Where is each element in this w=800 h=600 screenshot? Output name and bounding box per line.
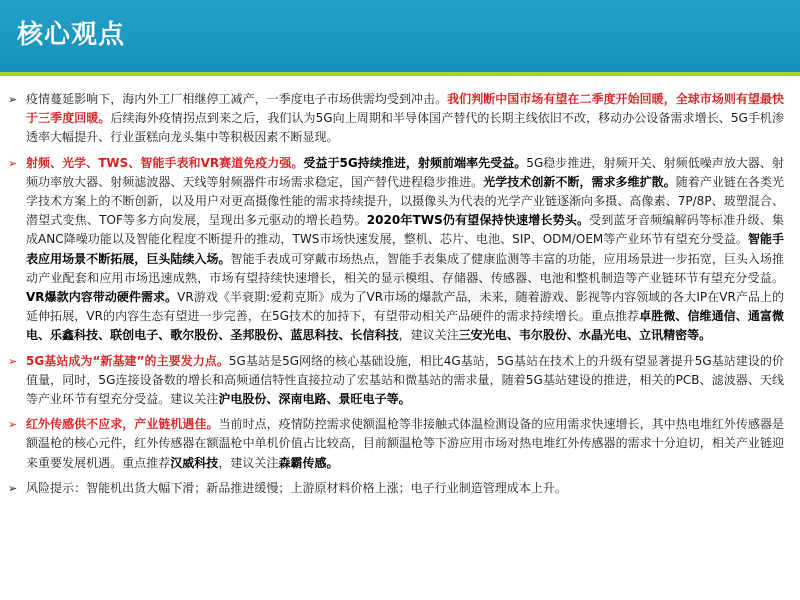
text-segment: 随着产业链在各类光学技术方案上的不断创新，以及用户对更高摄像性能的需求持续提升，以摄像头为代表的光学产业链逐渐向多摄、高像素、7P/8P、玻塑混合、潜望式变焦、TOF等多方向发展，呈现出多元驱动的增长趋势。 bbox=[26, 174, 785, 228]
arrow-marker-icon: ➢ bbox=[8, 354, 18, 368]
page-title: 核心观点 bbox=[17, 20, 126, 50]
bullet-text bbox=[26, 90, 784, 148]
text-segment: 智能手表成可穿戴市场热点，智能手表集成了健康监测等丰富的功能，应用场景进一步拓宽，巨头入场推动产业配套和应用市场迅速成熟，市场有望持续快速增长，相关的显示模组、存储器、传感器、电池和整机制造等产业链环节有望充分受益。 bbox=[26, 251, 784, 285]
bullet-text bbox=[26, 479, 784, 498]
text-segment: 风险提示：智能机出货大幅下滑；新品推进缓慢；上游原材料价格上涨；电子行业制造管理成本上升。 bbox=[26, 480, 567, 495]
highlight-text-segment: 射频、光学、TWS、智能手表和VR赛道免疫力强。 bbox=[26, 155, 304, 170]
bold-text-segment: 汉威科技 bbox=[170, 455, 219, 470]
bullet-text bbox=[26, 415, 784, 473]
bold-text-segment: 光学技术创新不断，需求多维扩散。 bbox=[483, 174, 676, 189]
highlight-text-segment: 我们判断中国市场有望在二季度开始回暖，全球市场则有望最快于三季度回暖。 bbox=[26, 92, 785, 126]
text-segment: 疫情蔓延影响下，海内外工厂相继停工减产，一季度电子市场供需均受到冲击。 bbox=[26, 92, 448, 106]
arrow-marker-icon: ➢ bbox=[8, 418, 18, 432]
text-segment: 受到蓝牙音频编解码等标准升级、集成ANC降噪功能以及智能化程度不断提升的推动，TWS市场快速发展，整机、芯片、电池、SIP、ODM/OEM等产业环节有望充分受益。 bbox=[26, 213, 784, 247]
text-segment: 后续海外疫情拐点到来之后，我们认为5G向上周期和半导体国产替代的长期主线依旧不改，移动办公设备需求增长、5G手机渗透率大幅提升、行业蛋糕向龙头集中等积极因素不断显现。 bbox=[26, 111, 784, 145]
header-bar bbox=[0, 0, 800, 72]
arrow-marker-icon: ➢ bbox=[8, 93, 18, 106]
bold-text-segment: 2020年TWS仍有望保持快速增长势头。 bbox=[366, 213, 590, 228]
bold-text-segment: 卓胜微、信维通信、通富微电、乐鑫科技、联创电子、歌尔股份、圣邦股份、蓝思科技、长信科技 bbox=[26, 309, 784, 343]
arrow-marker-icon: ➢ bbox=[8, 156, 18, 170]
bold-text-segment: 智能手表应用场景不断拓展，巨头陆续入场。 bbox=[26, 232, 785, 266]
bold-text-segment: 受益于5G持续推进，射频前端率先受益。 bbox=[303, 155, 527, 170]
bullet-5g-base-station bbox=[8, 352, 784, 410]
highlight-text-segment: 红外传感供不应求，产业链机遇佳。 bbox=[26, 417, 219, 432]
header-accent-line bbox=[0, 72, 800, 76]
bullet-text bbox=[26, 154, 784, 346]
highlight-text-segment: 5G基站成为“新基建”的主要发力点。 bbox=[26, 353, 229, 368]
text-segment: 当前时点，疫情防控需求使额温枪等非接触式体温检测设备的应用需求快速增长，其中热电堆红外传感器是额温枪的核心元件，红外传感器在额温枪中单机价值占比较高，目前额温枪等下游应用市场对热电堆红外传感器的需求十分迫切，相关产业链迎来重要发展机遇。重点推荐 bbox=[26, 417, 784, 470]
bullet-infrared-sensor bbox=[8, 415, 784, 473]
text-segment: ，建议关注 bbox=[218, 455, 279, 470]
bullet-text bbox=[26, 352, 784, 410]
text-segment: 5G稳步推进，射频开关、射频低噪声放大器、射频功率放大器、射频滤波器、天线等射频器件市场需求稳定，国产替代进程稳步推进。 bbox=[26, 155, 784, 189]
text-segment: VR游戏《半衰期:爱莉克斯》成为了VR市场的爆款产品，未来，随着游戏、影视等内容领域的各大IP在VR产品上的延伸拓展，VR的内容生态有望进一步完善，在5G技术的加持下，有望带动相关产品硬件的需求持续增长。重点推荐 bbox=[26, 290, 784, 324]
bullet-market-outlook bbox=[8, 90, 784, 148]
bold-text-segment: 森霸传感。 bbox=[278, 455, 339, 470]
arrow-marker-icon: ➢ bbox=[8, 481, 18, 495]
bold-text-segment: VR爆款内容带动硬件需求。 bbox=[26, 290, 178, 305]
bullet-resilient-sectors bbox=[8, 154, 784, 346]
bold-text-segment: 沪电股份、深南电路、景旺电子等。 bbox=[218, 392, 411, 407]
bullet-risk-warning bbox=[8, 479, 784, 498]
text-segment: 5G基站是5G网络的核心基础设施，相比4G基站，5G基站在技术上的升级有望显著提升5G基站建设的价值量，同时，5G连接设备数的增长和高频通信特性直接拉动了宏基站和微基站的需求量，随着5G基站建设的推进，相关的PCB、滤波器、天线等产业环节有望充分受益。建议关注 bbox=[26, 353, 784, 407]
bold-text-segment: 三安光电、韦尔股份、水晶光电、立讯精密等。 bbox=[458, 328, 712, 343]
key-points-list bbox=[8, 90, 784, 504]
text-segment: ，建议关注 bbox=[398, 328, 459, 343]
